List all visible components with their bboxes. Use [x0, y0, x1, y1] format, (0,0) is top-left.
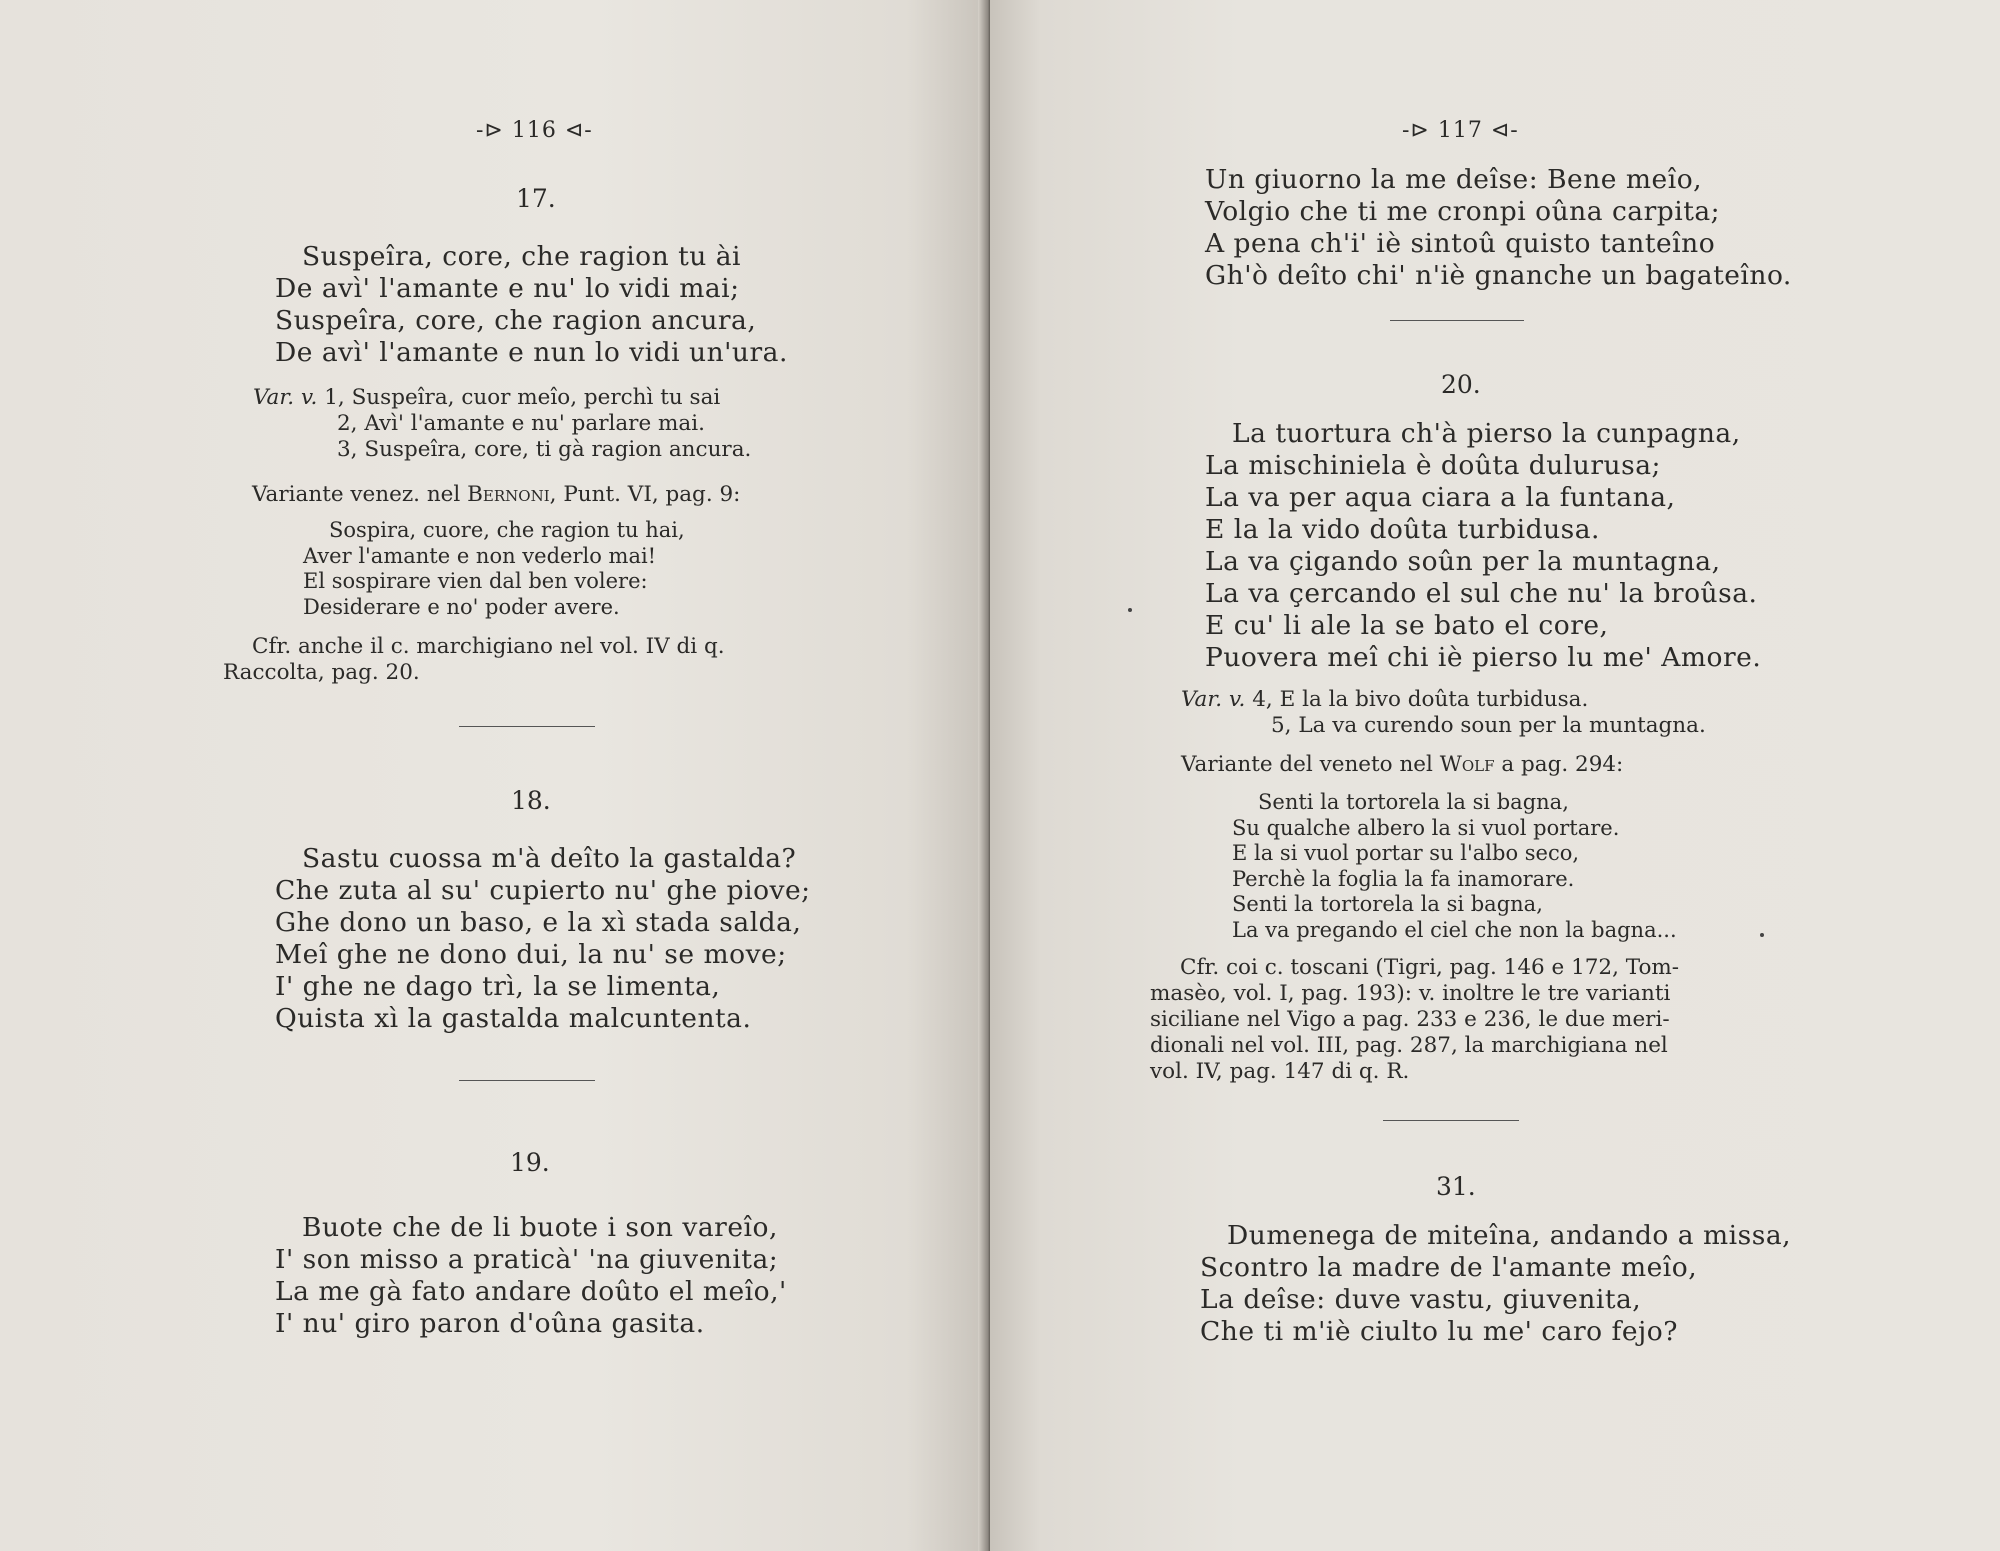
poem-line: La va çigando soûn per la muntagna, [1205, 546, 1721, 577]
page-ornament-right: ⊲- [556, 118, 593, 143]
poem-line: Scontro la madre de l'amante meîo, [1200, 1252, 1698, 1283]
stanza-18 [275, 843, 811, 1035]
ink-speck [1760, 933, 1764, 937]
poem-line: E la la vido doûta turbidusa. [1205, 514, 1600, 545]
quoted-variant [1232, 790, 1677, 943]
poem-line: Che zuta al su' cupierto nu' ghe piove; [275, 875, 811, 906]
poem-line: A pena ch'i' iè sintoû quisto tanteîno [1205, 228, 1716, 259]
variant-text: 1, Suspeîra, cuor meîo, perchì tu sai [324, 385, 721, 410]
poem-line: La mischiniela è doûta dulurusa; [1205, 450, 1661, 481]
cfr-line: dionali nel vol. III, pag. 287, la marchigiana nel [1150, 1033, 1668, 1058]
page-ornament-left: -⊳ [1402, 118, 1438, 143]
page-ornament-right: ⊲- [1482, 118, 1519, 143]
quote-line: E la si vuol portar su l'albo seco, [1232, 841, 1580, 865]
quote-line: Senti la tortorela la si bagna, [1258, 790, 1569, 814]
poem-line: La va per aqua ciara a la funtana, [1205, 482, 1676, 513]
section-divider [1383, 1120, 1519, 1121]
section-divider [459, 726, 595, 727]
poem-line: Ghe dono un baso, e la xì stada salda, [275, 907, 802, 938]
variants-17 [253, 385, 751, 463]
page-number-text: 117 [1437, 118, 1483, 143]
var-prefix: Var. v. [253, 385, 318, 410]
poem-line: Quista xì la gastalda malcuntenta. [275, 1003, 752, 1034]
quoted-variant [303, 518, 685, 620]
variant-line: 3, Suspeîra, core, ti gà ragion ancura. [337, 437, 752, 462]
poem-line: La deîse: duve vastu, giuvenita, [1200, 1284, 1642, 1315]
stanza-19-continued [1205, 164, 1792, 292]
poem-line: Volgio che ti me cronpi oûna carpita; [1205, 196, 1721, 227]
variant-line: 2, Avì' l'amante e nu' parlare mai. [337, 411, 705, 436]
note-text: Variante del veneto nel [1181, 752, 1433, 777]
ink-speck [1128, 608, 1132, 612]
author-name: Wolf [1439, 752, 1495, 777]
stanza-20 [1205, 418, 1761, 674]
poem-line: Gh'ò deîto chi' n'iè gnanche un bagateîno. [1205, 260, 1792, 291]
variant-line [253, 385, 751, 411]
stanza-number: 17. [516, 184, 556, 213]
page-number-text: 116 [511, 118, 557, 143]
section-divider [1390, 320, 1524, 321]
page-number-116 [476, 118, 593, 143]
poem-line: Suspeîra, core, che ragion ancura, [275, 305, 757, 336]
stanza-31 [1200, 1220, 1791, 1348]
author-name: Bernoni [467, 482, 550, 507]
cfr-note-20 [1150, 955, 1679, 1085]
quote-line: La va pregando el ciel che non la bagna... [1232, 917, 1677, 942]
cfr-line: siciliane nel Vigo a pag. 233 e 236, le due meri- [1150, 1007, 1670, 1032]
poem-line: I' ghe ne dago trì, la se limenta, [275, 971, 721, 1002]
note-text: Variante venez. nel [252, 482, 461, 507]
note-ref: , Punt. VI, pag. 9: [549, 482, 741, 507]
poem-line: I' son misso a praticà' 'na giuvenita; [275, 1244, 779, 1275]
poem-line: Suspeîra, core, che ragion tu ài [302, 241, 742, 272]
stanza-number: 19. [510, 1148, 550, 1177]
stanza-19 [275, 1212, 787, 1340]
quote-line: Sospira, cuore, che ragion tu hai, [329, 518, 685, 542]
variant-line: 5, La va curendo soun per la muntagna. [1271, 713, 1706, 738]
left-page [0, 0, 985, 1551]
poem-line: Meî ghe ne dono dui, la nu' se move; [275, 939, 787, 970]
right-page [990, 0, 2000, 1551]
cfr-line: Raccolta, pag. 20. [223, 660, 420, 685]
variante-veneto-note [1181, 752, 1623, 778]
poem-line: De avì' l'amante e nun lo vidi un'ura. [275, 337, 788, 368]
poem-line: La va çercando el sul che nu' la broûsa. [1205, 578, 1758, 609]
page-ornament-left: -⊳ [476, 118, 512, 143]
quote-line: Senti la tortorela la si bagna, [1232, 892, 1543, 916]
poem-line: Buote che de li buote i son vareîo, [302, 1212, 778, 1243]
poem-line: De avì' l'amante e nu' lo vidi mai; [275, 273, 740, 304]
variante-venez-note [252, 482, 740, 508]
poem-line: I' nu' giro paron d'oûna gasita. [275, 1308, 705, 1339]
poem-line: Dumenega de miteîna, andando a missa, [1227, 1220, 1792, 1251]
note-ref: a pag. 294: [1501, 752, 1624, 777]
quote-line: Desiderare e no' poder avere. [303, 594, 620, 619]
variant-text: 4, E la la bivo doûta turbidusa. [1252, 687, 1589, 712]
quote-line: Perchè la foglia la fa inamorare. [1232, 866, 1575, 891]
poem-line: Che ti m'iè ciulto lu me' caro fejo? [1200, 1316, 1678, 1347]
var-prefix: Var. v. [1181, 687, 1246, 712]
variants-20 [1181, 687, 1706, 739]
poem-line: Un giuorno la me deîse: Bene meîo, [1205, 164, 1703, 195]
section-divider [459, 1080, 595, 1081]
poem-line: Sastu cuossa m'à deîto la gastalda? [302, 843, 797, 874]
stanza-number: 20. [1441, 370, 1481, 399]
poem-line: La tuortura ch'à pierso la cunpagna, [1232, 418, 1741, 449]
poem-line: E cu' li ale la se bato el core, [1205, 610, 1609, 641]
cfr-note-17 [223, 634, 725, 686]
variant-line [1181, 687, 1706, 713]
quote-line: Su qualche albero la si vuol portare. [1232, 815, 1620, 840]
stanza-number: 18. [511, 786, 551, 815]
poem-line: La me gà fato andare doûto el meîo,' [275, 1276, 787, 1307]
cfr-line: vol. IV, pag. 147 di q. R. [1150, 1059, 1410, 1084]
cfr-line: Cfr. anche il c. marchigiano nel vol. IV di q. [252, 634, 725, 659]
page-number-117 [1402, 118, 1519, 143]
stanza-number: 31. [1436, 1172, 1476, 1201]
quote-line: Aver l'amante e non vederlo mai! [303, 543, 657, 568]
poem-line: Puovera meî chi iè pierso lu me' Amore. [1205, 642, 1762, 673]
cfr-line: masèo, vol. I, pag. 193): v. inoltre le tre varianti [1150, 981, 1671, 1006]
cfr-line: Cfr. coi c. toscani (Tigri, pag. 146 e 172, Tom- [1180, 955, 1680, 980]
stanza-17 [275, 241, 788, 369]
quote-line: El sospirare vien dal ben volere: [303, 569, 648, 593]
